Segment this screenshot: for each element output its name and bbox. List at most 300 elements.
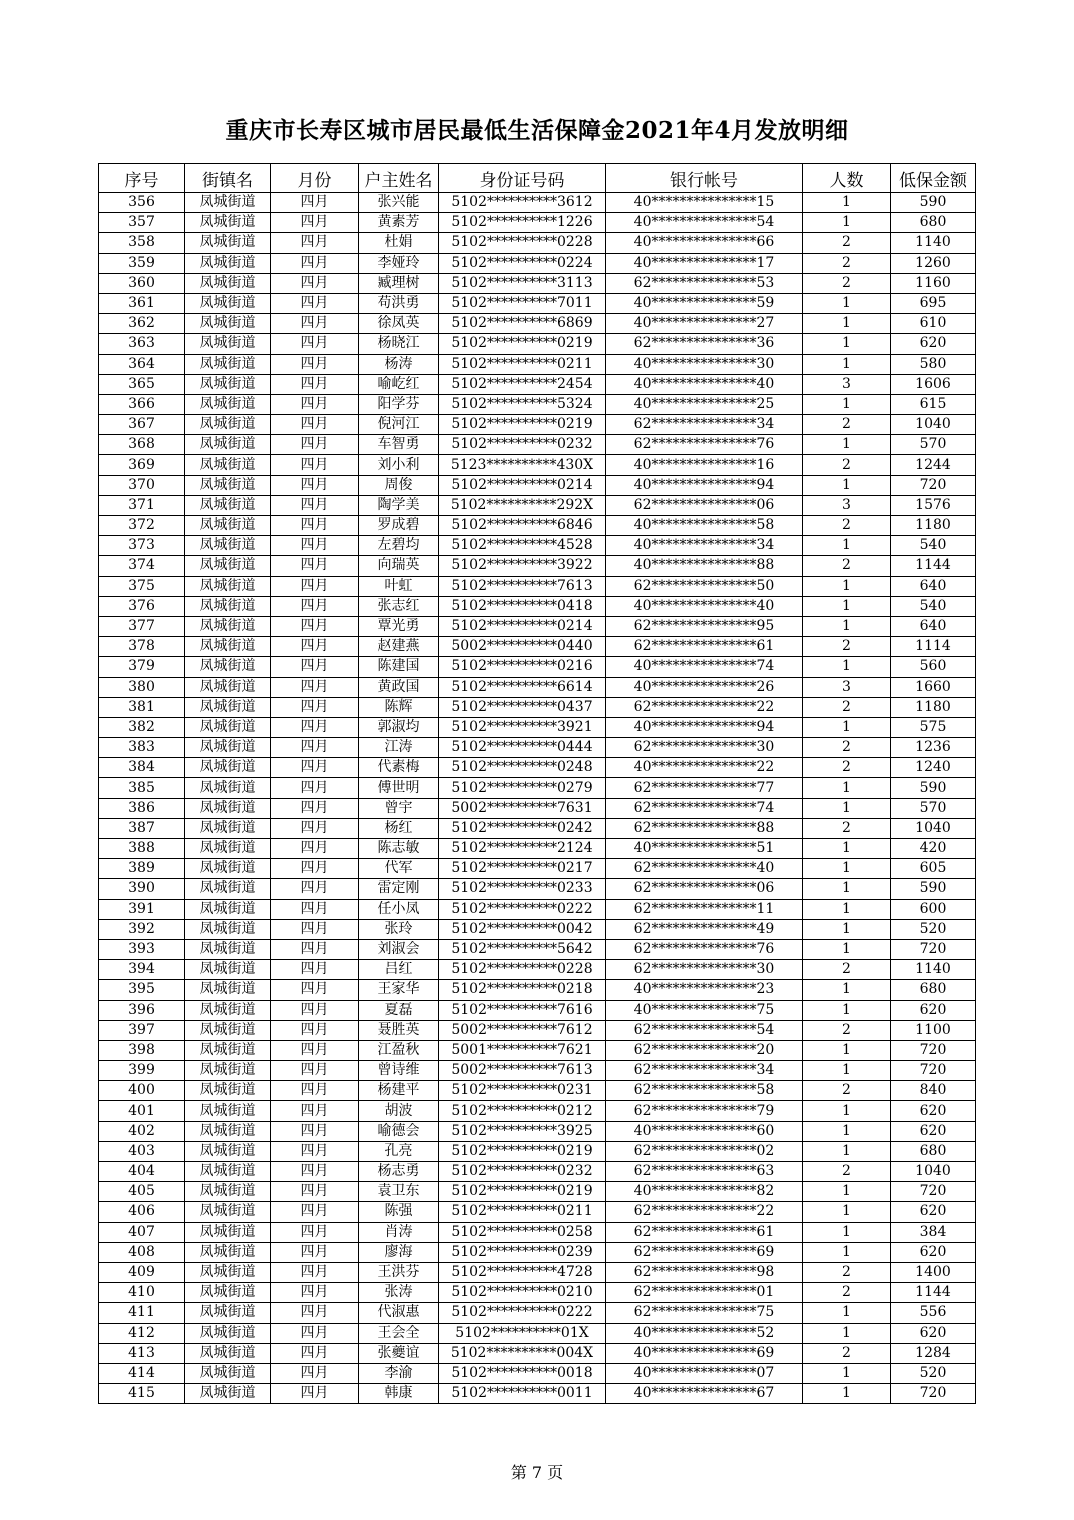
cell-bank-account: 40***************54 <box>606 213 803 233</box>
table-row <box>99 778 976 798</box>
cell-index: 413 <box>99 1343 185 1363</box>
cell-amount: 1040 <box>891 818 976 838</box>
cell-street: 凤城街道 <box>185 516 271 536</box>
cell-householder: 廖海 <box>359 1242 439 1262</box>
cell-month: 四月 <box>271 1000 359 1020</box>
cell-persons: 1 <box>803 1040 891 1060</box>
cell-id-number: 5102**********2454 <box>439 374 606 394</box>
cell-persons: 2 <box>803 1262 891 1282</box>
cell-street: 凤城街道 <box>185 1323 271 1343</box>
cell-amount: 1144 <box>891 1283 976 1303</box>
cell-persons: 2 <box>803 233 891 253</box>
cell-street: 凤城街道 <box>185 818 271 838</box>
cell-amount: 720 <box>891 1384 976 1404</box>
cell-amount: 620 <box>891 334 976 354</box>
cell-persons: 1 <box>803 919 891 939</box>
cell-householder: 杨红 <box>359 818 439 838</box>
cell-month: 四月 <box>271 657 359 677</box>
cell-id-number: 5102**********0232 <box>439 1162 606 1182</box>
cell-householder: 李渝 <box>359 1363 439 1383</box>
cell-index: 392 <box>99 919 185 939</box>
column-header-month: 月份 <box>271 164 359 193</box>
cell-bank-account: 40***************15 <box>606 193 803 213</box>
cell-month: 四月 <box>271 1202 359 1222</box>
cell-id-number: 5102**********0228 <box>439 233 606 253</box>
cell-street: 凤城街道 <box>185 1162 271 1182</box>
cell-bank-account: 40***************58 <box>606 516 803 536</box>
cell-bank-account: 40***************07 <box>606 1363 803 1383</box>
cell-id-number: 5102**********0233 <box>439 879 606 899</box>
cell-id-number: 5102**********7613 <box>439 576 606 596</box>
cell-month: 四月 <box>271 677 359 697</box>
cell-householder: 曾宇 <box>359 798 439 818</box>
cell-bank-account: 40***************40 <box>606 596 803 616</box>
table-row <box>99 697 976 717</box>
cell-id-number: 5102**********0222 <box>439 899 606 919</box>
table-row <box>99 1081 976 1101</box>
cell-householder: 陈强 <box>359 1202 439 1222</box>
cell-bank-account: 62***************06 <box>606 495 803 515</box>
table-row <box>99 1303 976 1323</box>
cell-index: 371 <box>99 495 185 515</box>
cell-index: 374 <box>99 556 185 576</box>
cell-month: 四月 <box>271 717 359 737</box>
cell-index: 409 <box>99 1262 185 1282</box>
cell-id-number: 5102**********0219 <box>439 1141 606 1161</box>
cell-amount: 840 <box>891 1081 976 1101</box>
table-row <box>99 798 976 818</box>
cell-householder: 江涛 <box>359 738 439 758</box>
cell-id-number: 5102**********6614 <box>439 677 606 697</box>
cell-householder: 任小凤 <box>359 899 439 919</box>
table-row <box>99 859 976 879</box>
cell-amount: 580 <box>891 354 976 374</box>
cell-id-number: 5102**********1226 <box>439 213 606 233</box>
cell-bank-account: 40***************27 <box>606 314 803 334</box>
cell-street: 凤城街道 <box>185 899 271 919</box>
cell-index: 381 <box>99 697 185 717</box>
cell-amount: 720 <box>891 1061 976 1081</box>
cell-id-number: 5102**********0232 <box>439 435 606 455</box>
cell-street: 凤城街道 <box>185 879 271 899</box>
cell-street: 凤城街道 <box>185 495 271 515</box>
cell-persons: 1 <box>803 293 891 313</box>
cell-bank-account: 62***************20 <box>606 1040 803 1060</box>
cell-bank-account: 62***************50 <box>606 576 803 596</box>
cell-street: 凤城街道 <box>185 1303 271 1323</box>
cell-amount: 1100 <box>891 1020 976 1040</box>
cell-bank-account: 40***************40 <box>606 374 803 394</box>
table-row <box>99 980 976 1000</box>
cell-month: 四月 <box>271 778 359 798</box>
cell-index: 365 <box>99 374 185 394</box>
cell-amount: 420 <box>891 839 976 859</box>
column-header-bank-account: 银行帐号 <box>606 164 803 193</box>
cell-persons: 1 <box>803 1121 891 1141</box>
cell-persons: 1 <box>803 1303 891 1323</box>
cell-month: 四月 <box>271 738 359 758</box>
cell-persons: 3 <box>803 495 891 515</box>
cell-index: 360 <box>99 273 185 293</box>
cell-month: 四月 <box>271 1061 359 1081</box>
cell-amount: 620 <box>891 1242 976 1262</box>
cell-street: 凤城街道 <box>185 253 271 273</box>
cell-amount: 720 <box>891 475 976 495</box>
cell-householder: 阳学芬 <box>359 394 439 414</box>
cell-persons: 2 <box>803 960 891 980</box>
cell-id-number: 5102**********6869 <box>439 314 606 334</box>
table-row <box>99 394 976 414</box>
cell-index: 385 <box>99 778 185 798</box>
cell-month: 四月 <box>271 1162 359 1182</box>
cell-amount: 1576 <box>891 495 976 515</box>
cell-street: 凤城街道 <box>185 637 271 657</box>
cell-bank-account: 40***************94 <box>606 475 803 495</box>
table-row <box>99 616 976 636</box>
cell-persons: 2 <box>803 516 891 536</box>
cell-index: 389 <box>99 859 185 879</box>
cell-index: 401 <box>99 1101 185 1121</box>
cell-amount: 384 <box>891 1222 976 1242</box>
table-row <box>99 1000 976 1020</box>
cell-amount: 1140 <box>891 233 976 253</box>
cell-householder: 杜娟 <box>359 233 439 253</box>
cell-persons: 1 <box>803 778 891 798</box>
table-row <box>99 879 976 899</box>
table-row <box>99 1121 976 1141</box>
cell-month: 四月 <box>271 576 359 596</box>
column-header-persons: 人数 <box>803 164 891 193</box>
cell-bank-account: 62***************54 <box>606 1020 803 1040</box>
cell-householder: 杨涛 <box>359 354 439 374</box>
table-row <box>99 1061 976 1081</box>
cell-bank-account: 62***************53 <box>606 273 803 293</box>
cell-persons: 2 <box>803 637 891 657</box>
cell-month: 四月 <box>271 939 359 959</box>
cell-householder: 陶学美 <box>359 495 439 515</box>
cell-id-number: 5102**********0211 <box>439 1202 606 1222</box>
cell-bank-account: 62***************61 <box>606 637 803 657</box>
cell-month: 四月 <box>271 193 359 213</box>
cell-id-number: 5102**********0211 <box>439 354 606 374</box>
cell-bank-account: 40***************51 <box>606 839 803 859</box>
cell-street: 凤城街道 <box>185 758 271 778</box>
cell-persons: 1 <box>803 1323 891 1343</box>
cell-householder: 张玲 <box>359 919 439 939</box>
cell-householder: 张兴能 <box>359 193 439 213</box>
cell-householder: 臧理树 <box>359 273 439 293</box>
table-row <box>99 1202 976 1222</box>
cell-id-number: 5002**********7612 <box>439 1020 606 1040</box>
cell-persons: 1 <box>803 839 891 859</box>
cell-month: 四月 <box>271 1363 359 1383</box>
cell-householder: 杨晓江 <box>359 334 439 354</box>
cell-householder: 张志红 <box>359 596 439 616</box>
cell-month: 四月 <box>271 475 359 495</box>
cell-persons: 1 <box>803 1202 891 1222</box>
cell-householder: 夏磊 <box>359 1000 439 1020</box>
cell-id-number: 5102**********0437 <box>439 697 606 717</box>
table-row <box>99 1242 976 1262</box>
cell-bank-account: 62***************76 <box>606 939 803 959</box>
cell-id-number: 5102**********0210 <box>439 1283 606 1303</box>
cell-index: 356 <box>99 193 185 213</box>
cell-householder: 赵建燕 <box>359 637 439 657</box>
cell-street: 凤城街道 <box>185 1182 271 1202</box>
column-header-index: 序号 <box>99 164 185 193</box>
cell-month: 四月 <box>271 596 359 616</box>
cell-householder: 周俊 <box>359 475 439 495</box>
cell-index: 414 <box>99 1363 185 1383</box>
cell-amount: 680 <box>891 1141 976 1161</box>
cell-street: 凤城街道 <box>185 1242 271 1262</box>
cell-month: 四月 <box>271 516 359 536</box>
cell-street: 凤城街道 <box>185 1141 271 1161</box>
document-title: 重庆市长寿区城市居民最低生活保障金2021年4月发放明细 <box>225 117 849 144</box>
cell-street: 凤城街道 <box>185 778 271 798</box>
table-row <box>99 899 976 919</box>
cell-householder: 喻屹红 <box>359 374 439 394</box>
cell-amount: 560 <box>891 657 976 677</box>
cell-bank-account: 62***************79 <box>606 1101 803 1121</box>
cell-amount: 590 <box>891 778 976 798</box>
cell-amount: 620 <box>891 1323 976 1343</box>
table-row <box>99 213 976 233</box>
cell-street: 凤城街道 <box>185 1040 271 1060</box>
cell-householder: 韩康 <box>359 1384 439 1404</box>
cell-id-number: 5123**********430X <box>439 455 606 475</box>
cell-amount: 570 <box>891 435 976 455</box>
cell-bank-account: 62***************63 <box>606 1162 803 1182</box>
cell-index: 404 <box>99 1162 185 1182</box>
cell-street: 凤城街道 <box>185 939 271 959</box>
cell-id-number: 5102**********0214 <box>439 616 606 636</box>
cell-index: 379 <box>99 657 185 677</box>
cell-id-number: 5102**********0219 <box>439 334 606 354</box>
cell-householder: 李娅玲 <box>359 253 439 273</box>
cell-street: 凤城街道 <box>185 576 271 596</box>
cell-month: 四月 <box>271 394 359 414</box>
cell-index: 406 <box>99 1202 185 1222</box>
cell-bank-account: 62***************98 <box>606 1262 803 1282</box>
cell-householder: 左碧均 <box>359 536 439 556</box>
cell-id-number: 5102**********5642 <box>439 939 606 959</box>
cell-persons: 1 <box>803 657 891 677</box>
cell-street: 凤城街道 <box>185 1343 271 1363</box>
cell-index: 377 <box>99 616 185 636</box>
cell-householder: 肖涛 <box>359 1222 439 1242</box>
cell-id-number: 5102**********0042 <box>439 919 606 939</box>
table-row <box>99 960 976 980</box>
cell-persons: 1 <box>803 394 891 414</box>
cell-street: 凤城街道 <box>185 859 271 879</box>
cell-persons: 1 <box>803 1363 891 1383</box>
cell-street: 凤城街道 <box>185 314 271 334</box>
cell-bank-account: 40***************60 <box>606 1121 803 1141</box>
cell-householder: 张涛 <box>359 1283 439 1303</box>
cell-id-number: 5102**********0279 <box>439 778 606 798</box>
cell-householder: 陈志敏 <box>359 839 439 859</box>
cell-id-number: 5102**********0224 <box>439 253 606 273</box>
cell-street: 凤城街道 <box>185 556 271 576</box>
cell-index: 391 <box>99 899 185 919</box>
table-row <box>99 1040 976 1060</box>
cell-id-number: 5102**********0219 <box>439 1182 606 1202</box>
cell-amount: 1236 <box>891 738 976 758</box>
column-header-street: 街镇名 <box>185 164 271 193</box>
cell-householder: 覃光勇 <box>359 616 439 636</box>
cell-id-number: 5102**********0228 <box>439 960 606 980</box>
table-row <box>99 475 976 495</box>
cell-amount: 590 <box>891 879 976 899</box>
cell-amount: 720 <box>891 939 976 959</box>
cell-id-number: 5102**********0222 <box>439 1303 606 1323</box>
cell-amount: 680 <box>891 980 976 1000</box>
cell-bank-account: 62***************34 <box>606 1061 803 1081</box>
cell-amount: 1040 <box>891 1162 976 1182</box>
cell-amount: 1140 <box>891 960 976 980</box>
cell-persons: 1 <box>803 1222 891 1242</box>
cell-street: 凤城街道 <box>185 738 271 758</box>
table-row <box>99 374 976 394</box>
table-row <box>99 1343 976 1363</box>
cell-bank-account: 62***************02 <box>606 1141 803 1161</box>
cell-householder: 黄政国 <box>359 677 439 697</box>
cell-id-number: 5102**********4528 <box>439 536 606 556</box>
cell-id-number: 5102**********0258 <box>439 1222 606 1242</box>
cell-street: 凤城街道 <box>185 1081 271 1101</box>
table-row <box>99 1162 976 1182</box>
cell-amount: 1144 <box>891 556 976 576</box>
cell-month: 四月 <box>271 1081 359 1101</box>
cell-persons: 1 <box>803 536 891 556</box>
table-row <box>99 233 976 253</box>
cell-index: 376 <box>99 596 185 616</box>
cell-index: 408 <box>99 1242 185 1262</box>
cell-bank-account: 62***************11 <box>606 899 803 919</box>
cell-id-number: 5102**********292X <box>439 495 606 515</box>
cell-street: 凤城街道 <box>185 394 271 414</box>
cell-id-number: 5102**********3113 <box>439 273 606 293</box>
cell-id-number: 5002**********0440 <box>439 637 606 657</box>
cell-persons: 1 <box>803 576 891 596</box>
cell-month: 四月 <box>271 818 359 838</box>
cell-householder: 胡波 <box>359 1101 439 1121</box>
cell-index: 368 <box>99 435 185 455</box>
cell-amount: 600 <box>891 899 976 919</box>
cell-persons: 2 <box>803 273 891 293</box>
cell-amount: 695 <box>891 293 976 313</box>
cell-index: 393 <box>99 939 185 959</box>
cell-index: 375 <box>99 576 185 596</box>
cell-street: 凤城街道 <box>185 1222 271 1242</box>
cell-persons: 1 <box>803 859 891 879</box>
cell-bank-account: 40***************94 <box>606 717 803 737</box>
cell-id-number: 5102**********3925 <box>439 1121 606 1141</box>
cell-householder: 郭淑均 <box>359 717 439 737</box>
cell-month: 四月 <box>271 879 359 899</box>
cell-street: 凤城街道 <box>185 293 271 313</box>
cell-street: 凤城街道 <box>185 677 271 697</box>
cell-month: 四月 <box>271 899 359 919</box>
cell-bank-account: 62***************61 <box>606 1222 803 1242</box>
cell-bank-account: 62***************58 <box>606 1081 803 1101</box>
cell-bank-account: 62***************76 <box>606 435 803 455</box>
cell-amount: 520 <box>891 1363 976 1383</box>
table-row <box>99 576 976 596</box>
cell-persons: 1 <box>803 354 891 374</box>
cell-amount: 605 <box>891 859 976 879</box>
cell-month: 四月 <box>271 1384 359 1404</box>
cell-index: 410 <box>99 1283 185 1303</box>
page-number: 第 7 页 <box>510 1463 564 1482</box>
cell-bank-account: 62***************69 <box>606 1242 803 1262</box>
table-body <box>99 193 976 1404</box>
table-row <box>99 657 976 677</box>
cell-bank-account: 62***************34 <box>606 415 803 435</box>
cell-persons: 1 <box>803 475 891 495</box>
allowance-table <box>98 163 976 1404</box>
cell-householder: 徐凤英 <box>359 314 439 334</box>
table-row <box>99 1222 976 1242</box>
cell-index: 370 <box>99 475 185 495</box>
cell-month: 四月 <box>271 536 359 556</box>
cell-id-number: 5102**********0214 <box>439 475 606 495</box>
cell-id-number: 5102**********0248 <box>439 758 606 778</box>
cell-bank-account: 40***************66 <box>606 233 803 253</box>
cell-amount: 1240 <box>891 758 976 778</box>
cell-amount: 720 <box>891 1182 976 1202</box>
cell-index: 382 <box>99 717 185 737</box>
cell-bank-account: 62***************49 <box>606 919 803 939</box>
cell-amount: 556 <box>891 1303 976 1323</box>
cell-street: 凤城街道 <box>185 273 271 293</box>
cell-month: 四月 <box>271 859 359 879</box>
cell-id-number: 5102**********0212 <box>439 1101 606 1121</box>
cell-month: 四月 <box>271 556 359 576</box>
cell-month: 四月 <box>271 637 359 657</box>
cell-persons: 2 <box>803 1162 891 1182</box>
cell-bank-account: 40***************69 <box>606 1343 803 1363</box>
cell-persons: 1 <box>803 1242 891 1262</box>
cell-street: 凤城街道 <box>185 980 271 1000</box>
cell-month: 四月 <box>271 435 359 455</box>
cell-id-number: 5102**********4728 <box>439 1262 606 1282</box>
cell-month: 四月 <box>271 253 359 273</box>
cell-householder: 王会全 <box>359 1323 439 1343</box>
cell-index: 405 <box>99 1182 185 1202</box>
cell-bank-account: 62***************30 <box>606 738 803 758</box>
cell-householder: 刘淑会 <box>359 939 439 959</box>
cell-amount: 620 <box>891 1000 976 1020</box>
table-row <box>99 415 976 435</box>
table-row <box>99 758 976 778</box>
cell-index: 383 <box>99 738 185 758</box>
cell-street: 凤城街道 <box>185 354 271 374</box>
table-row <box>99 738 976 758</box>
table-row <box>99 818 976 838</box>
cell-index: 359 <box>99 253 185 273</box>
cell-amount: 1180 <box>891 697 976 717</box>
cell-index: 395 <box>99 980 185 1000</box>
cell-id-number: 5102**********0216 <box>439 657 606 677</box>
cell-month: 四月 <box>271 758 359 778</box>
cell-amount: 610 <box>891 314 976 334</box>
cell-street: 凤城街道 <box>185 1363 271 1383</box>
cell-index: 390 <box>99 879 185 899</box>
cell-householder: 孔亮 <box>359 1141 439 1161</box>
cell-amount: 1400 <box>891 1262 976 1282</box>
